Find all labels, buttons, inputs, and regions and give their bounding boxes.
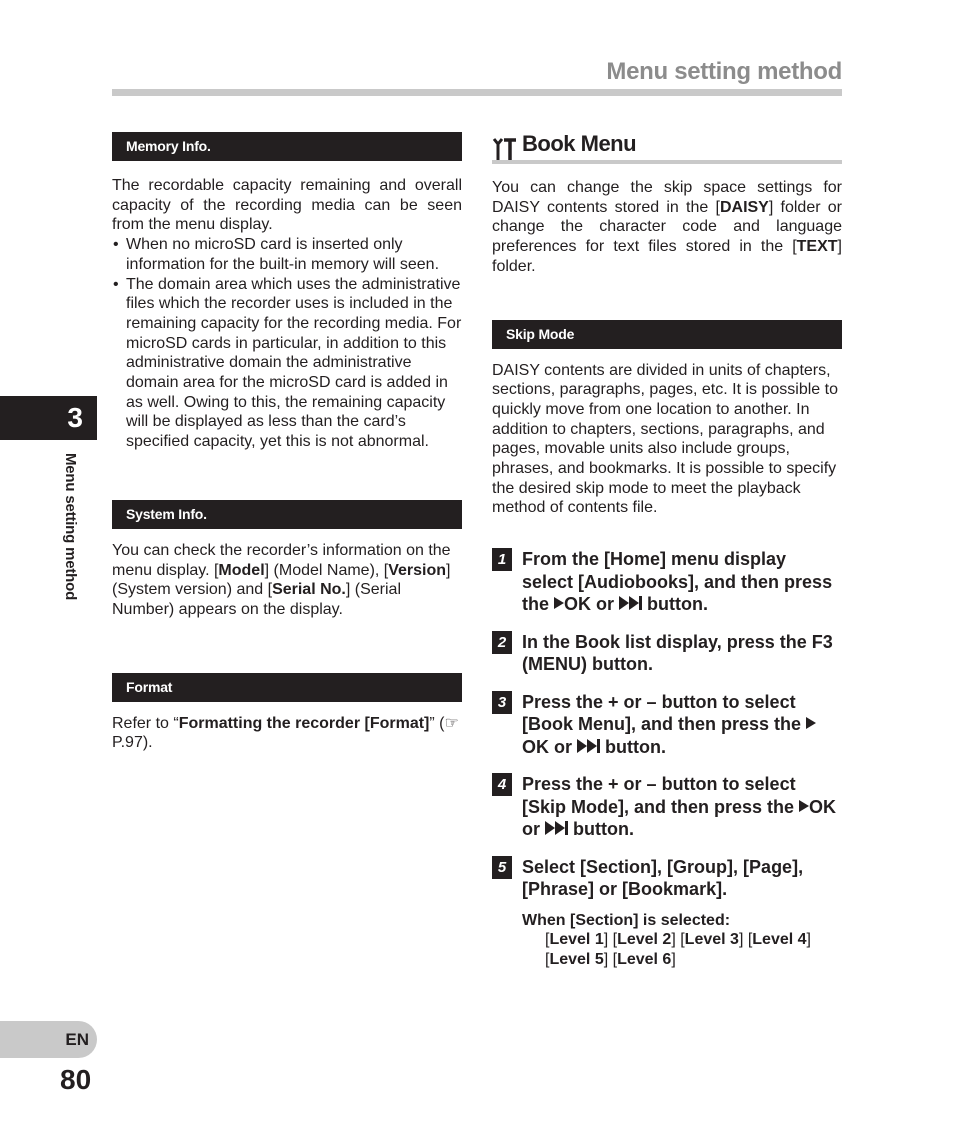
chapter-tab: 3	[0, 396, 97, 440]
step-1: 1 From the [Home] menu display select [Audiobooks], and then press the OK or button.	[492, 548, 842, 616]
section-heading-format: Format	[112, 673, 462, 702]
bullet-item: • When no microSD card is inserted only information for the built-in memory will seen.	[112, 235, 462, 274]
play-icon	[799, 800, 809, 812]
section-heading-memory-info: Memory Info.	[112, 132, 462, 161]
section-note-heading: When [Section] is selected:	[522, 911, 731, 929]
section-heading-skip-mode: Skip Mode	[492, 320, 842, 349]
right-column	[492, 132, 842, 969]
book-menu-rule	[492, 160, 842, 164]
fast-forward-icon	[619, 596, 642, 610]
step-3: 3 Press the + or – button to select [Book Menu], and then press the OK or button.	[492, 691, 842, 759]
book-menu-title: Book Menu	[522, 131, 637, 156]
play-icon	[554, 597, 564, 609]
fast-forward-icon	[545, 821, 568, 835]
chapter-side-label: Menu setting method	[62, 453, 79, 601]
step-5: 5 Select [Section], [Group], [Page], [Phrase] or [Bookmark].	[492, 856, 842, 901]
header-rule	[112, 89, 842, 96]
fast-forward-icon	[577, 739, 600, 753]
memory-info-body: The recordable capacity remaining and overall capacity of the recording media can be seen from the menu display.	[112, 177, 462, 234]
bullet-item: • The domain area which uses the administrative files which the recorder uses is included in the remaining capacity for the recording media. For microSD cards in particular, in addition to this administrative domain the administrative domain area for the microSD card is added in as well. Owing to this, the remaining capacity will be displayed as less than the card’s specified capacity, yet this is not abnormal.	[112, 275, 462, 452]
language-tab: EN	[0, 1021, 97, 1058]
system-info-body: You can check the recorder’s information on the menu display. [Model] (Model Name), [Version] (System version) and [Serial No.] (Serial Number) appears on the display.	[112, 541, 451, 618]
step-4: 4 Press the + or – button to select [Skip Mode], and then press the OK or button.	[492, 773, 842, 841]
step-number: 2	[492, 631, 512, 654]
tools-icon	[492, 136, 518, 162]
format-body: Refer to “Formatting the recorder [Format]” (☞ P.97).	[112, 714, 459, 752]
left-column	[112, 132, 462, 753]
page-header-title: Menu setting method	[606, 58, 842, 85]
section-note	[492, 911, 842, 970]
book-menu-heading	[492, 132, 842, 164]
step-number: 4	[492, 773, 512, 796]
step-number: 5	[492, 856, 512, 879]
step-number: 1	[492, 548, 512, 571]
play-icon	[806, 717, 816, 729]
book-menu-body: You can change the skip space settings for DAISY contents stored in the [DAISY] folder or change the character code and language preferences for text files stored in the [TEXT] folder.	[492, 179, 843, 275]
step-2: 2 In the Book list display, press the F3 (MENU) button.	[492, 631, 842, 676]
section-heading-system-info: System Info.	[112, 500, 462, 529]
skip-mode-body: DAISY contents are divided in units of chapters, sections, paragraphs, pages, etc. It is possible to quickly move from one location to another. In addition to chapters, sections, paragraphs, and pages, movable units also include groups, phrases, and bookmarks. It is possible to specify the desired skip mode to meet the playback method of contents file.	[492, 361, 838, 517]
step-number: 3	[492, 691, 512, 714]
page-number: 80	[60, 1064, 92, 1095]
memory-info-bullets	[112, 235, 462, 452]
level-list: [Level 1] [Level 2] [Level 3] [Level 4] [Level 5] [Level 6]	[545, 931, 811, 968]
